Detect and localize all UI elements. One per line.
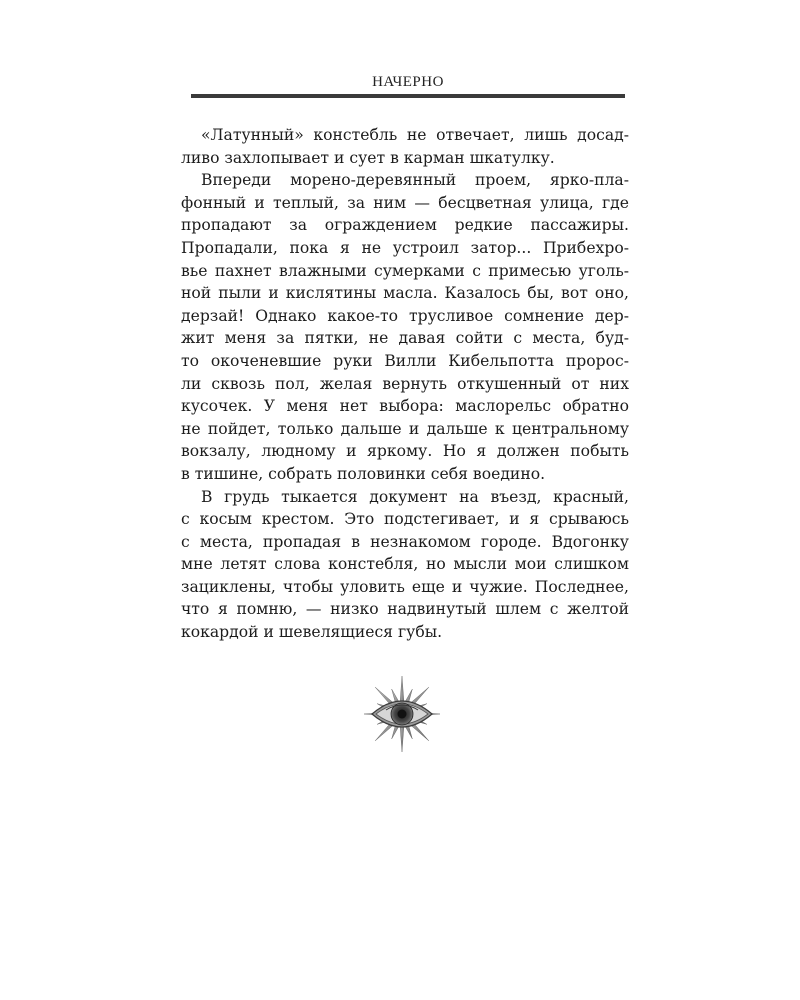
text-line: что я помню, — низко надвинутый шлем с желтой	[181, 600, 629, 619]
text-line: кокардой и шевелящиеся губы.	[181, 623, 443, 642]
text-line: то окоченевшие руки Вилли Кибельпотта проpос-	[181, 351, 629, 370]
text-line: ливо захлопывает и сует в карман шкатулку.	[181, 148, 555, 167]
text-line: с косым крестом. Это подстегивает, и я срываюсь	[181, 510, 629, 529]
text-line: мне летят слова констебля, но мысли мои слишком	[181, 555, 629, 574]
text-line: пропадают за ограждением редкие пассажиры.	[181, 216, 629, 235]
text-line: не пойдет, только дальше и дальше к центральному	[181, 419, 629, 438]
paragraph	[181, 169, 629, 485]
text-line: кусочек. У меня нет выбора: маслорельс обратно	[181, 397, 629, 416]
radiant-eye-icon	[362, 674, 442, 754]
body-text	[181, 124, 629, 644]
text-line: в тишине, собрать половинки себя воедино.	[181, 464, 546, 483]
text-line: дерзай! Однако какое-то трусливое сомнение дер-	[181, 306, 629, 325]
text-line: ли сквозь пол, желая вернуть откушенный от них	[181, 374, 629, 393]
text-line: с места, пропадая в незнакомом городе. Вдогонку	[181, 532, 629, 551]
running-head: НАЧЕРНО	[372, 74, 444, 90]
paragraph	[181, 124, 629, 169]
text-line: вье пахнет влажными сумерками с примесью уголь-	[181, 261, 629, 280]
text-line: зациклены, чтобы уловить еще и чужие. Последнее,	[181, 577, 629, 596]
text-line: «Латунный» констебль не отвечает, лишь досад-	[201, 126, 629, 144]
text-line: В грудь тыкается документ на въезд, красный,	[201, 487, 629, 506]
text-line: вокзалу, людному и яркому. Но я должен побыть	[181, 442, 629, 461]
text-line: ной пыли и кислятины масла. Казалось бы, вот оно,	[181, 284, 629, 303]
text-line: фонный и теплый, за ним — бесцветная улица, где	[181, 193, 629, 212]
paragraph	[181, 486, 629, 644]
header-rule	[191, 94, 625, 98]
text-line: Впереди морено-деревянный проем, ярко-пла-	[201, 171, 629, 190]
text-line: Пропадали, пока я не устроил затор... Прибехро-	[181, 238, 629, 257]
text-line: жит меня за пятки, не давая сойти с места, буд-	[181, 329, 629, 348]
